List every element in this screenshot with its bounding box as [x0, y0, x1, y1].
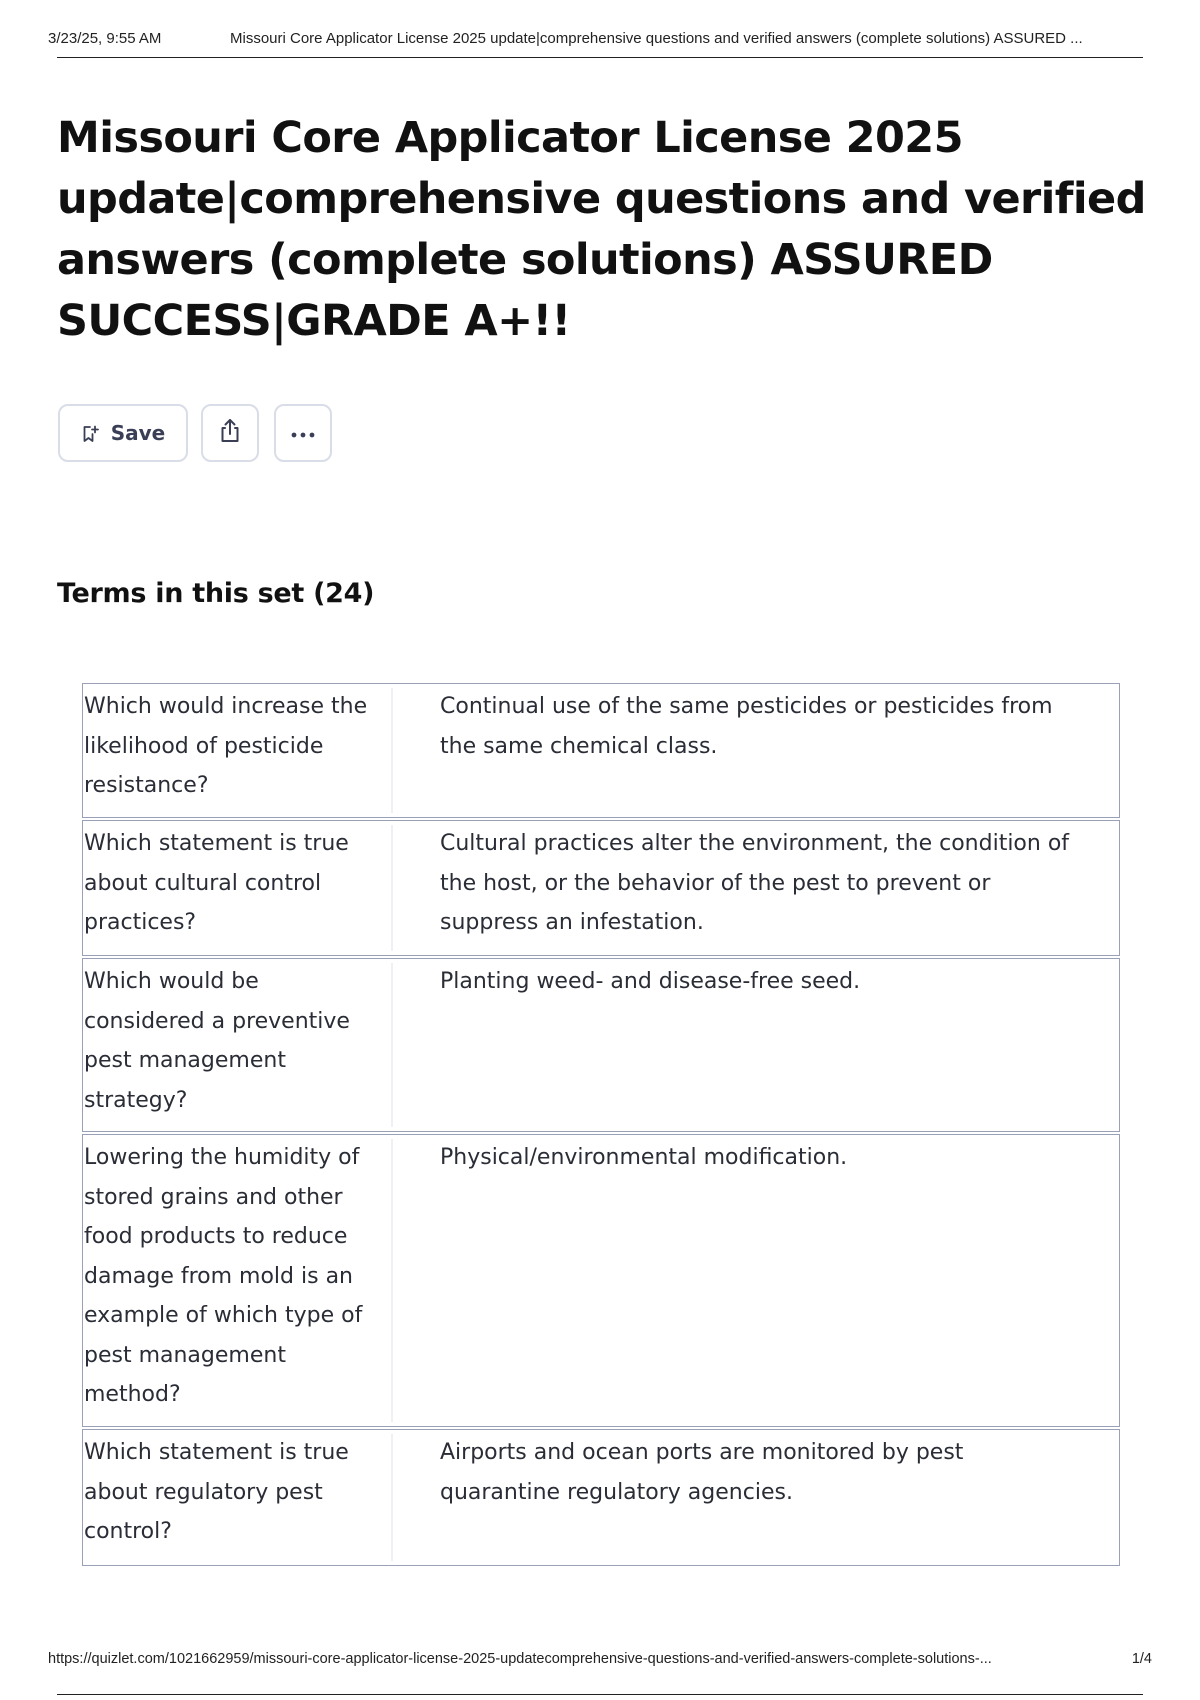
footer-divider: [57, 1694, 1143, 1695]
print-url[interactable]: https://quizlet.com/1021662959/missouri-core-applicator-license-2025-updatecomprehensive-questions-and-verified-answers-complete-solutions-...: [48, 1651, 992, 1667]
print-doc-title: Missouri Core Applicator License 2025 update|comprehensive questions and verified answers (complete solutions) ASSURED ...: [230, 30, 1083, 47]
column-divider: [391, 1139, 393, 1422]
share-icon: [216, 417, 244, 449]
header-divider: [57, 57, 1143, 58]
column-divider: [391, 1434, 393, 1561]
term-answer: Continual use of the same pesticides or pesticides from the same chemical class.: [440, 694, 1053, 759]
term-question: Which statement is true about cultural control practices?: [84, 831, 349, 935]
print-datetime: 3/23/25, 9:55 AM: [48, 30, 162, 47]
term-question: Which would increase the likelihood of pesticide resistance?: [84, 694, 368, 798]
terms-heading: Terms in this set (24): [57, 578, 375, 609]
term-question: Lowering the humidity of stored grains and other food products to reduce damage from mold is an example of which type of pest management method?: [84, 1145, 363, 1407]
term-row: [82, 820, 1120, 956]
more-horizontal-icon: [289, 424, 317, 443]
bookmark-add-icon: [81, 424, 99, 442]
save-button-label: Save: [110, 421, 166, 445]
column-divider: [391, 825, 393, 951]
terms-table: [82, 683, 1120, 1568]
term-row: [82, 958, 1120, 1132]
term-answer: Physical/environmental modification.: [440, 1145, 848, 1170]
save-button[interactable]: [58, 404, 188, 462]
term-answer: Cultural practices alter the environment, the condition of the host, or the behavior of the pest to prevent or suppress an infestation.: [440, 831, 1070, 935]
column-divider: [391, 963, 393, 1127]
term-answer: Planting weed- and disease-free seed.: [440, 969, 861, 994]
page-title: Missouri Core Applicator License 2025 update|comprehensive questions and verified answers (complete solutions) ASSURED SUCCESS|GRADE A+!!: [57, 113, 1146, 346]
term-row: [82, 1429, 1120, 1566]
share-button[interactable]: [201, 404, 259, 462]
column-divider: [391, 688, 393, 813]
term-question: Which would be considered a preventive pest management strategy?: [84, 969, 350, 1113]
term-question: Which statement is true about regulatory pest control?: [84, 1440, 349, 1544]
page-number: 1/4: [1131, 1651, 1152, 1667]
term-row: [82, 1134, 1120, 1427]
term-row: [82, 683, 1120, 818]
term-answer: Airports and ocean ports are monitored by pest quarantine regulatory agencies.: [440, 1440, 964, 1505]
more-options-button[interactable]: [274, 404, 332, 462]
